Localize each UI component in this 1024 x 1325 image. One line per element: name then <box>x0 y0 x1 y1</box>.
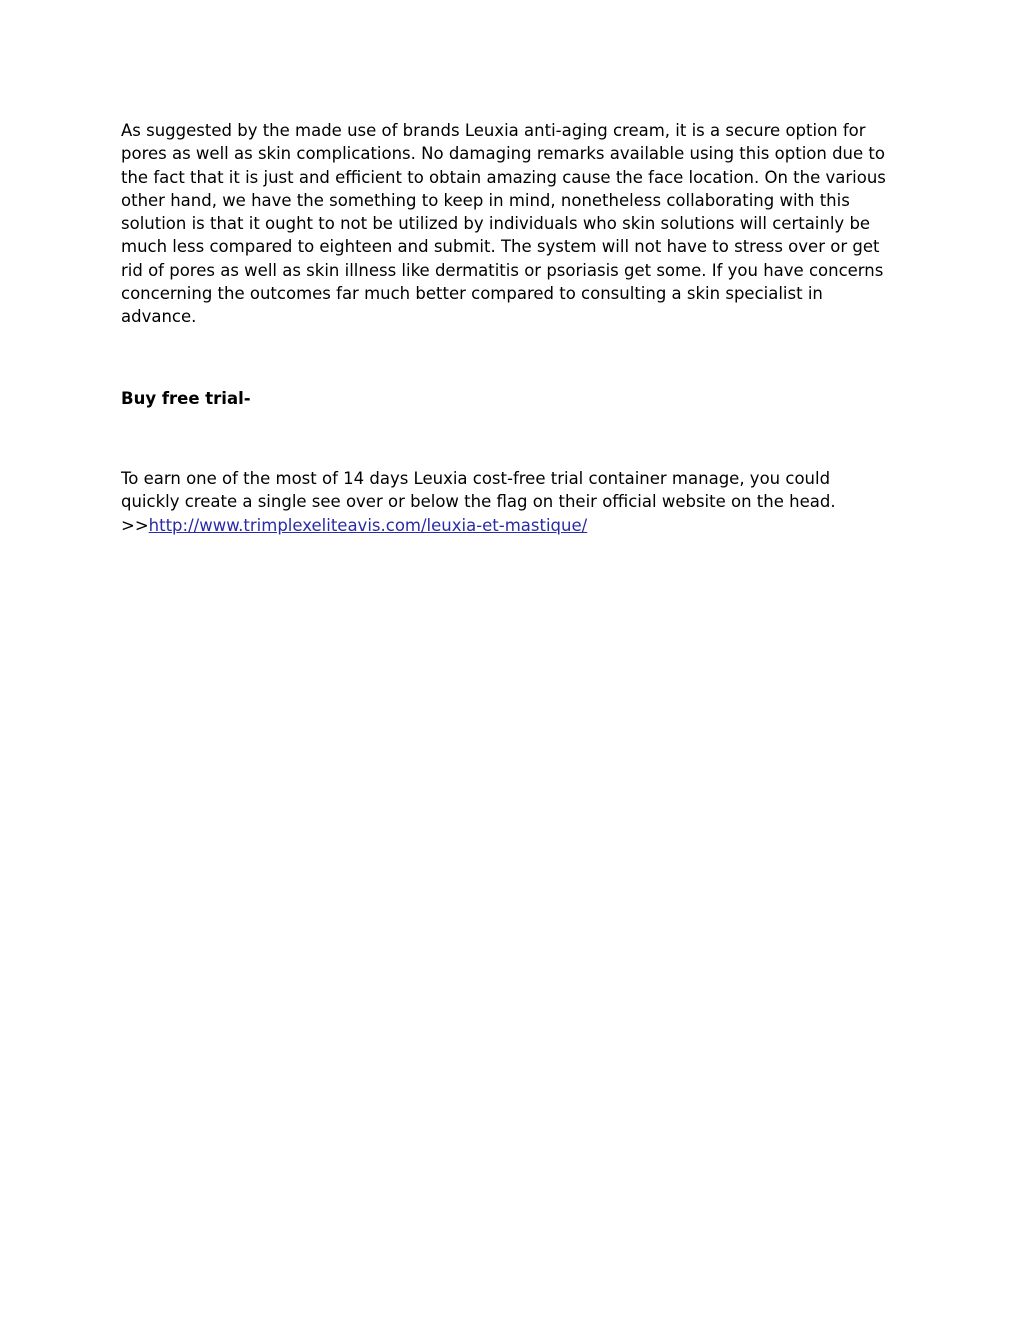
paragraph-line: advance. <box>121 307 197 327</box>
paragraph-line: rid of pores as well as skin illness like dermatitis or psoriasis get some. If you have concerns <box>121 260 884 280</box>
paragraph-line: the fact that it is just and efficient to obtain amazing cause the face location. On the various <box>121 167 886 187</box>
paragraph-line: pores as well as skin complications. No damaging remarks available using this option due to <box>121 144 885 164</box>
link-line <box>121 514 911 537</box>
link-prefix: >> <box>121 515 149 535</box>
document-body <box>121 119 911 535</box>
paragraph-line: much less compared to eighteen and submit. The system will not have to stress over or get <box>121 237 880 257</box>
paragraph-line: other hand, we have the something to keep in mind, nonetheless collaborating with this <box>121 190 850 210</box>
paragraph-line: solution is that it ought to not be utilized by individuals who skin solutions will certainly be <box>121 214 871 234</box>
paragraph-line: concerning the outcomes far much better compared to consulting a skin specialist in <box>121 284 823 304</box>
paragraph-line: To earn one of the most of 14 days Leuxia cost-free trial container manage, you could <box>121 469 831 488</box>
paragraph-line: As suggested by the made use of brands Leuxia anti-aging cream, it is a secure option for <box>121 121 866 140</box>
website-link[interactable]: http://www.trimplexeliteavis.com/leuxia-et-mastique/ <box>148 515 588 535</box>
section-heading: Buy free trial- <box>121 389 251 408</box>
body-paragraph-1 <box>121 119 911 329</box>
body-paragraph-2 <box>121 467 911 537</box>
paragraph-line: quickly create a single see over or below the flag on their official website on the head. <box>121 492 836 512</box>
